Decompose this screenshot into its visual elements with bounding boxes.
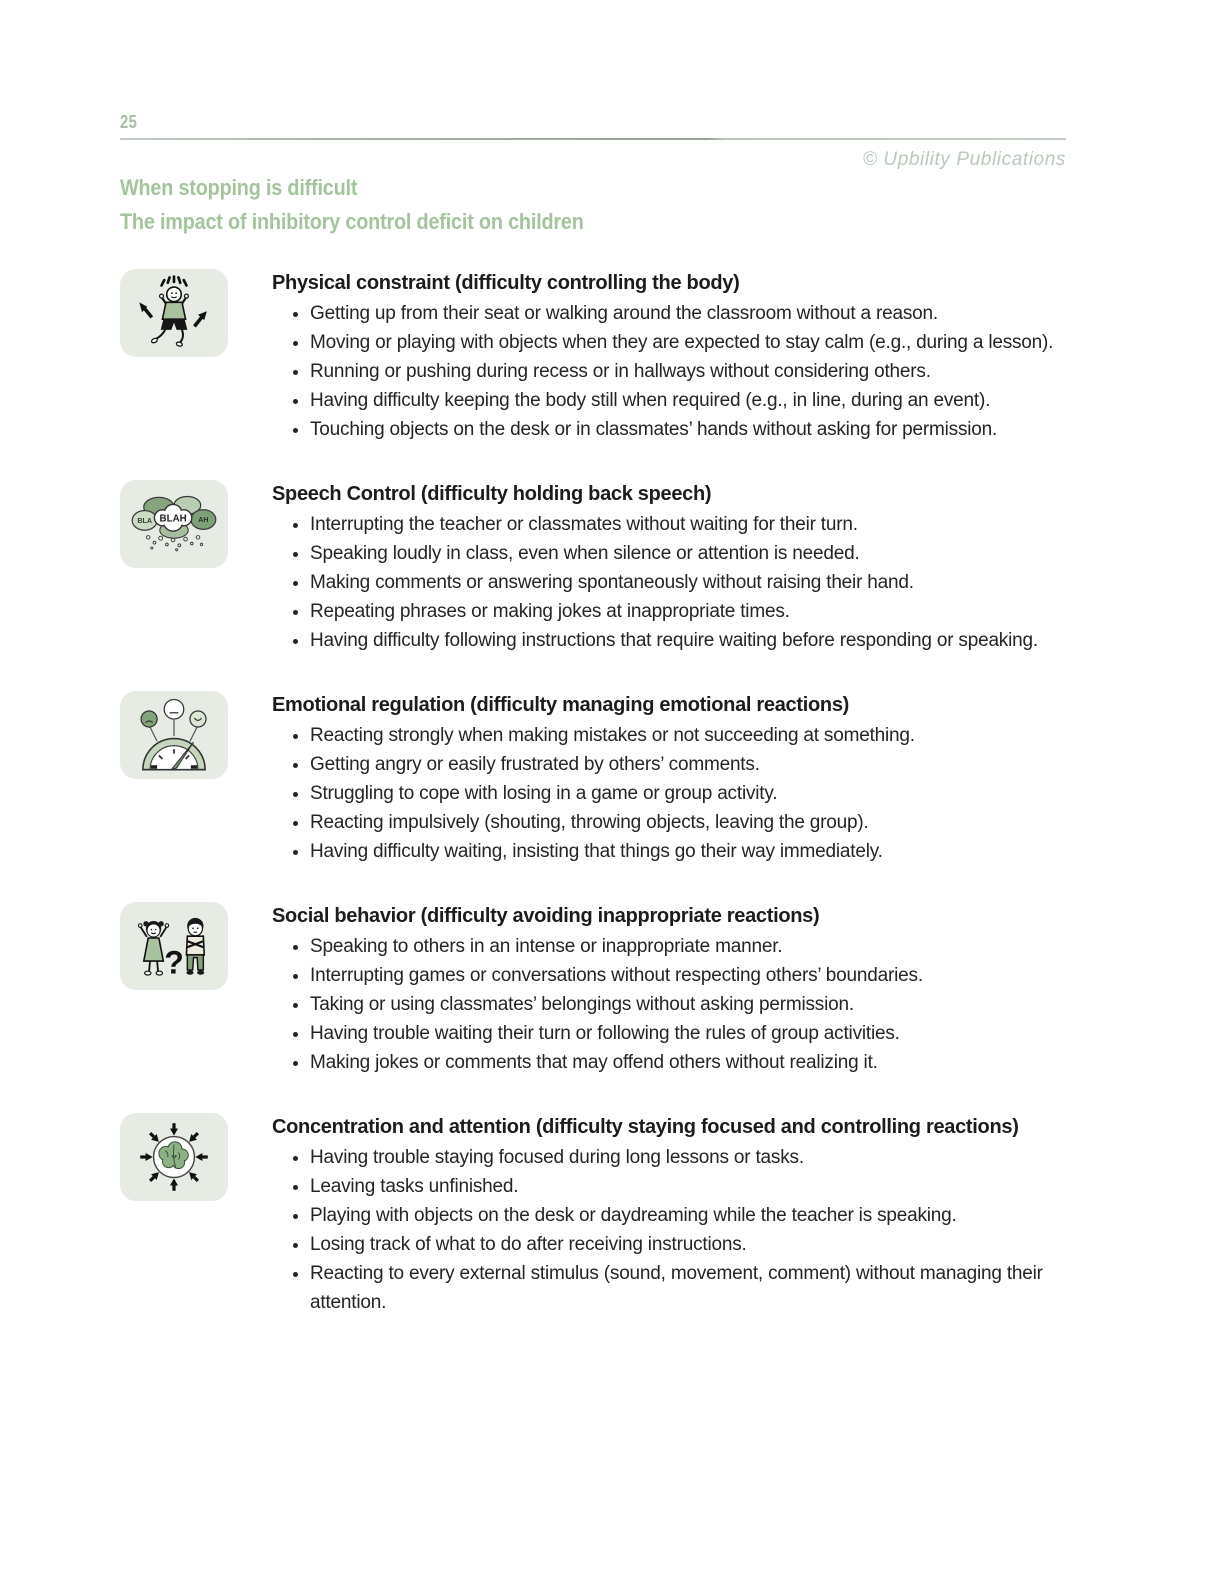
section-body: [272, 691, 1057, 866]
bullet-item: • Reacting strongly when making mistakes or not succeeding at something.: [310, 721, 1057, 750]
section-body: [272, 269, 1057, 444]
section-icon-tile: [120, 1113, 228, 1201]
bullet-item: • Running or pushing during recess or in hallways without considering others.: [310, 357, 1057, 386]
impact-section: [120, 480, 1066, 655]
bullet-item: • Getting up from their seat or walking around the classroom without a reason.: [310, 299, 1057, 328]
bullet-item: • Interrupting games or conversations without respecting others’ boundaries.: [310, 961, 1057, 990]
blah-speech-icon: [125, 484, 223, 564]
section-heading: Emotional regulation (difficulty managing emotional reactions): [272, 694, 850, 716]
section-icon-tile: [120, 480, 228, 568]
sections-list: [120, 269, 1066, 1317]
bullet-item: • Repeating phrases or making jokes at inappropriate times.: [310, 597, 1057, 626]
section-heading: Speech Control (difficulty holding back speech): [272, 483, 712, 505]
impact-section: [120, 902, 1066, 1077]
impact-section: [120, 1113, 1066, 1317]
svg-text:BLAH: BLAH: [159, 513, 187, 525]
bullet-list: [272, 299, 1057, 444]
impact-section: [120, 691, 1066, 866]
bullet-item: • Struggling to cope with losing in a game or group activity.: [310, 779, 1057, 808]
bullet-item: • Touching objects on the desk or in classmates’ hands without asking for permission.: [310, 415, 1057, 444]
emotion-gauge-icon: [125, 695, 223, 775]
header-rule: [120, 138, 1066, 140]
bullet-item: • Interrupting the teacher or classmates without waiting for their turn.: [310, 510, 1057, 539]
bullet-item: • Having difficulty keeping the body still when required (e.g., in line, during an event).: [310, 386, 1057, 415]
bullet-item: • Getting angry or easily frustrated by others’ comments.: [310, 750, 1057, 779]
page-number: 25: [120, 112, 138, 132]
section-heading: Physical constraint (difficulty controlling the body): [272, 272, 740, 294]
bullet-item: • Speaking loudly in class, even when silence or attention is needed.: [310, 539, 1057, 568]
section-heading: Concentration and attention (difficulty staying focused and controlling reactions): [272, 1116, 1019, 1138]
bullet-item: • Leaving tasks unfinished.: [310, 1172, 1057, 1201]
bullet-item: • Reacting impulsively (shouting, throwing objects, leaving the group).: [310, 808, 1057, 837]
section-body: [272, 480, 1057, 655]
children-question-icon: [125, 906, 223, 986]
brain-focus-icon: [125, 1117, 223, 1197]
bullet-item: • Reacting to every external stimulus (sound, movement, comment) without managing their attention.: [310, 1259, 1057, 1317]
jumping-child-icon: [125, 273, 223, 353]
bullet-list: [272, 510, 1057, 655]
section-icon-tile: [120, 902, 228, 990]
bullet-item: • Moving or playing with objects when they are expected to stay calm (e.g., during a lesson).: [310, 328, 1057, 357]
svg-text:BLA: BLA: [137, 517, 152, 526]
copyright-notice: © Upbility Publications: [862, 149, 1066, 170]
page-subtitle: The impact of inhibitory control deficit on children: [120, 209, 584, 234]
page-titles: [120, 171, 1066, 239]
section-heading: Social behavior (difficulty avoiding inappropriate reactions): [272, 905, 820, 927]
section-icon-tile: [120, 269, 228, 357]
page-title: When stopping is difficult: [120, 175, 358, 200]
bullet-list: [272, 1143, 1057, 1317]
bullet-item: • Having trouble staying focused during long lessons or tasks.: [310, 1143, 1057, 1172]
svg-text:?: ?: [164, 944, 184, 981]
bullet-item: • Having difficulty following instructions that require waiting before responding or speaking.: [310, 626, 1057, 655]
bullet-item: • Having trouble waiting their turn or following the rules of group activities.: [310, 1019, 1057, 1048]
bullet-item: • Having difficulty waiting, insisting that things go their way immediately.: [310, 837, 1057, 866]
bullet-item: • Speaking to others in an intense or inappropriate manner.: [310, 932, 1057, 961]
section-body: [272, 902, 1057, 1077]
impact-section: [120, 269, 1066, 444]
bullet-item: • Playing with objects on the desk or daydreaming while the teacher is speaking.: [310, 1201, 1057, 1230]
bullet-item: • Making comments or answering spontaneously without raising their hand.: [310, 568, 1057, 597]
bullet-item: • Losing track of what to do after receiving instructions.: [310, 1230, 1057, 1259]
section-body: [272, 1113, 1057, 1317]
svg-text:AH: AH: [198, 516, 209, 525]
bullet-list: [272, 932, 1057, 1077]
section-icon-tile: [120, 691, 228, 779]
bullet-list: [272, 721, 1057, 866]
bullet-item: • Taking or using classmates’ belongings without asking permission.: [310, 990, 1057, 1019]
bullet-item: • Making jokes or comments that may offend others without realizing it.: [310, 1048, 1057, 1077]
